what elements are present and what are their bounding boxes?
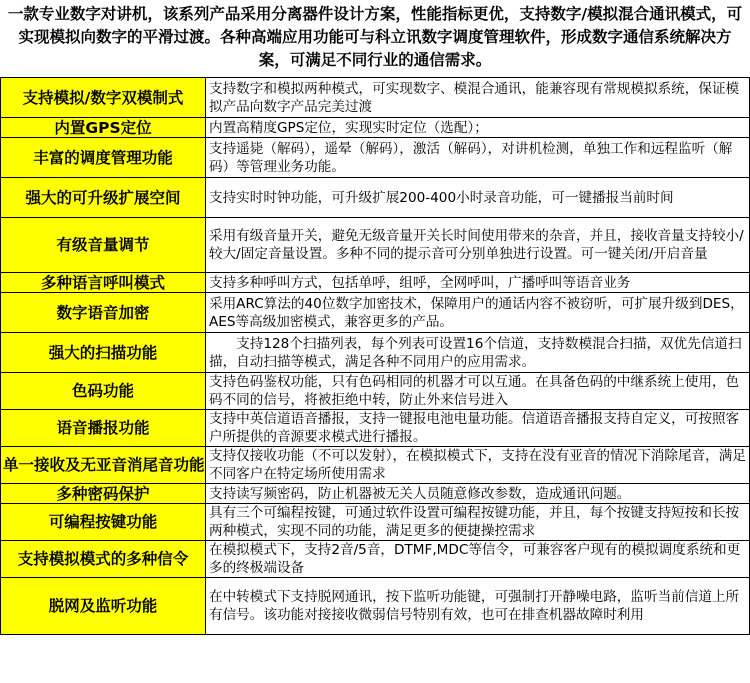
feature-name: 可编程按键功能 [1,504,206,541]
feature-description: 采用有级音量开关，避免无级音量开关长时间使用带来的杂音，并且，接收音量支持较小/较大/固定音量设置。多种不同的提示音可分别单独进行设置。可一键关闭/开启音量 [206,218,750,273]
table-row-feature-receive-only [1,447,750,484]
table-row-feature-color-code [1,373,750,410]
feature-name: 色码功能 [1,373,206,410]
feature-name: 语音播报功能 [1,410,206,447]
table-row-feature-voice-announce [1,410,750,447]
feature-description: 具有三个可编程按键，可通过软件设置可编程按键功能，并且，每个按键支持短按和长按两种模式，实现不同的功能，满足更多的便捷操控需求 [206,504,750,541]
table-row-feature-analog-signaling [1,541,750,578]
feature-name: 脱网及监听功能 [1,578,206,635]
feature-description: 支持遥毙（解码），遥晕（解码），激活（解码），对讲机检测，单独工作和远程监听（解码）等管理业务功能。 [206,138,750,178]
table-row-feature-analog-digital [1,78,750,118]
feature-description: 采用ARC算法的40位数字加密技术，保障用户的通话内容不被窃听，可扩展升级到DES，AES等高级加密模式，兼容更多的产品。 [206,293,750,333]
feature-description: 内置高精度GPS定位，实现实时定位（选配）； [206,118,750,138]
feature-description: 支持128个扫描列表，每个列表可设置16个信道，支持数模混合扫描，双优先信道扫描，自动扫描等模式，满足各种不同用户的应用需求。 [206,333,750,373]
feature-name: 有级音量调节 [1,218,206,273]
feature-description: 支持多种呼叫方式，包括单呼，组呼，全网呼叫，广播呼叫等语音业务 [206,273,750,293]
feature-description: 在中转模式下支持脱网通讯，按下监听功能键，可强制打开静噪电路，监听当前信道上所有信号。该功能对接接收微弱信号特别有效，也可在排查机器故障时利用 [206,578,750,635]
table-row-feature-expansion [1,178,750,218]
feature-description: 支持实时时钟功能，可升级扩展200-400小时录音功能，可一键播报当前时间 [206,178,750,218]
feature-name: 内置GPS定位 [1,118,206,138]
feature-description: 支持读写频密码，防止机器被无关人员随意修改参数，造成通讯问题。 [206,484,750,504]
table-row-feature-scan [1,333,750,373]
feature-name: 丰富的调度管理功能 [1,138,206,178]
feature-description: 支持中英信道语音播报，支持一键报电池电量功能。信道语音播报支持自定义，可按照客户所提供的音源要求模式进行播报。 [206,410,750,447]
feature-description: 支持数字和模拟两种模式，可实现数字、模混合通讯，能兼容现有常规模拟系统，保证模拟产品向数字产品完美过渡 [206,78,750,118]
feature-name: 单一接收及无亚音消尾音功能 [1,447,206,484]
feature-name: 数字语音加密 [1,293,206,333]
table-row-feature-volume [1,218,750,273]
intro-paragraph: 一款专业数字对讲机，该系列产品采用分离器件设计方案，性能指标更优，支持数字/模拟混合通讯模式，可实现模拟向数字的平滑过渡。各种高端应用功能可与科立讯数字调度管理软件，形成数字通信系统解决方案，可满足不同行业的通信需求。 [7,5,743,69]
feature-description: 支持色码鉴权功能，只有色码相同的机器才可以互通。在具备色码的中继系统上使用，色码不同的信号，将被拒绝中转，防止外来信号进入 [206,373,750,410]
feature-description: 在模拟模式下，支持2音/5音，DTMF,MDC等信令，可兼容客户现有的模拟调度系统和更多的终极端设备 [206,541,750,578]
feature-table [0,77,750,635]
feature-name: 强大的可升级扩展空间 [1,178,206,218]
feature-name: 多种密码保护 [1,484,206,504]
feature-name: 支持模拟模式的多种信令 [1,541,206,578]
feature-name: 多种语言呼叫模式 [1,273,206,293]
table-row-feature-calling [1,273,750,293]
table-row-feature-programmable-keys [1,504,750,541]
table-row-feature-offline-monitor [1,578,750,635]
table-row-feature-password [1,484,750,504]
feature-description: 支持仅接收功能（不可以发射），在模拟模式下，支持在没有亚音的情况下消除尾音，满足不同客户在特定场所使用需求 [206,447,750,484]
feature-name: 支持模拟/数字双模制式 [1,78,206,118]
feature-name: 强大的扫描功能 [1,333,206,373]
table-row-feature-encryption [1,293,750,333]
table-row-feature-dispatch [1,138,750,178]
table-row-feature-gps [1,118,750,138]
